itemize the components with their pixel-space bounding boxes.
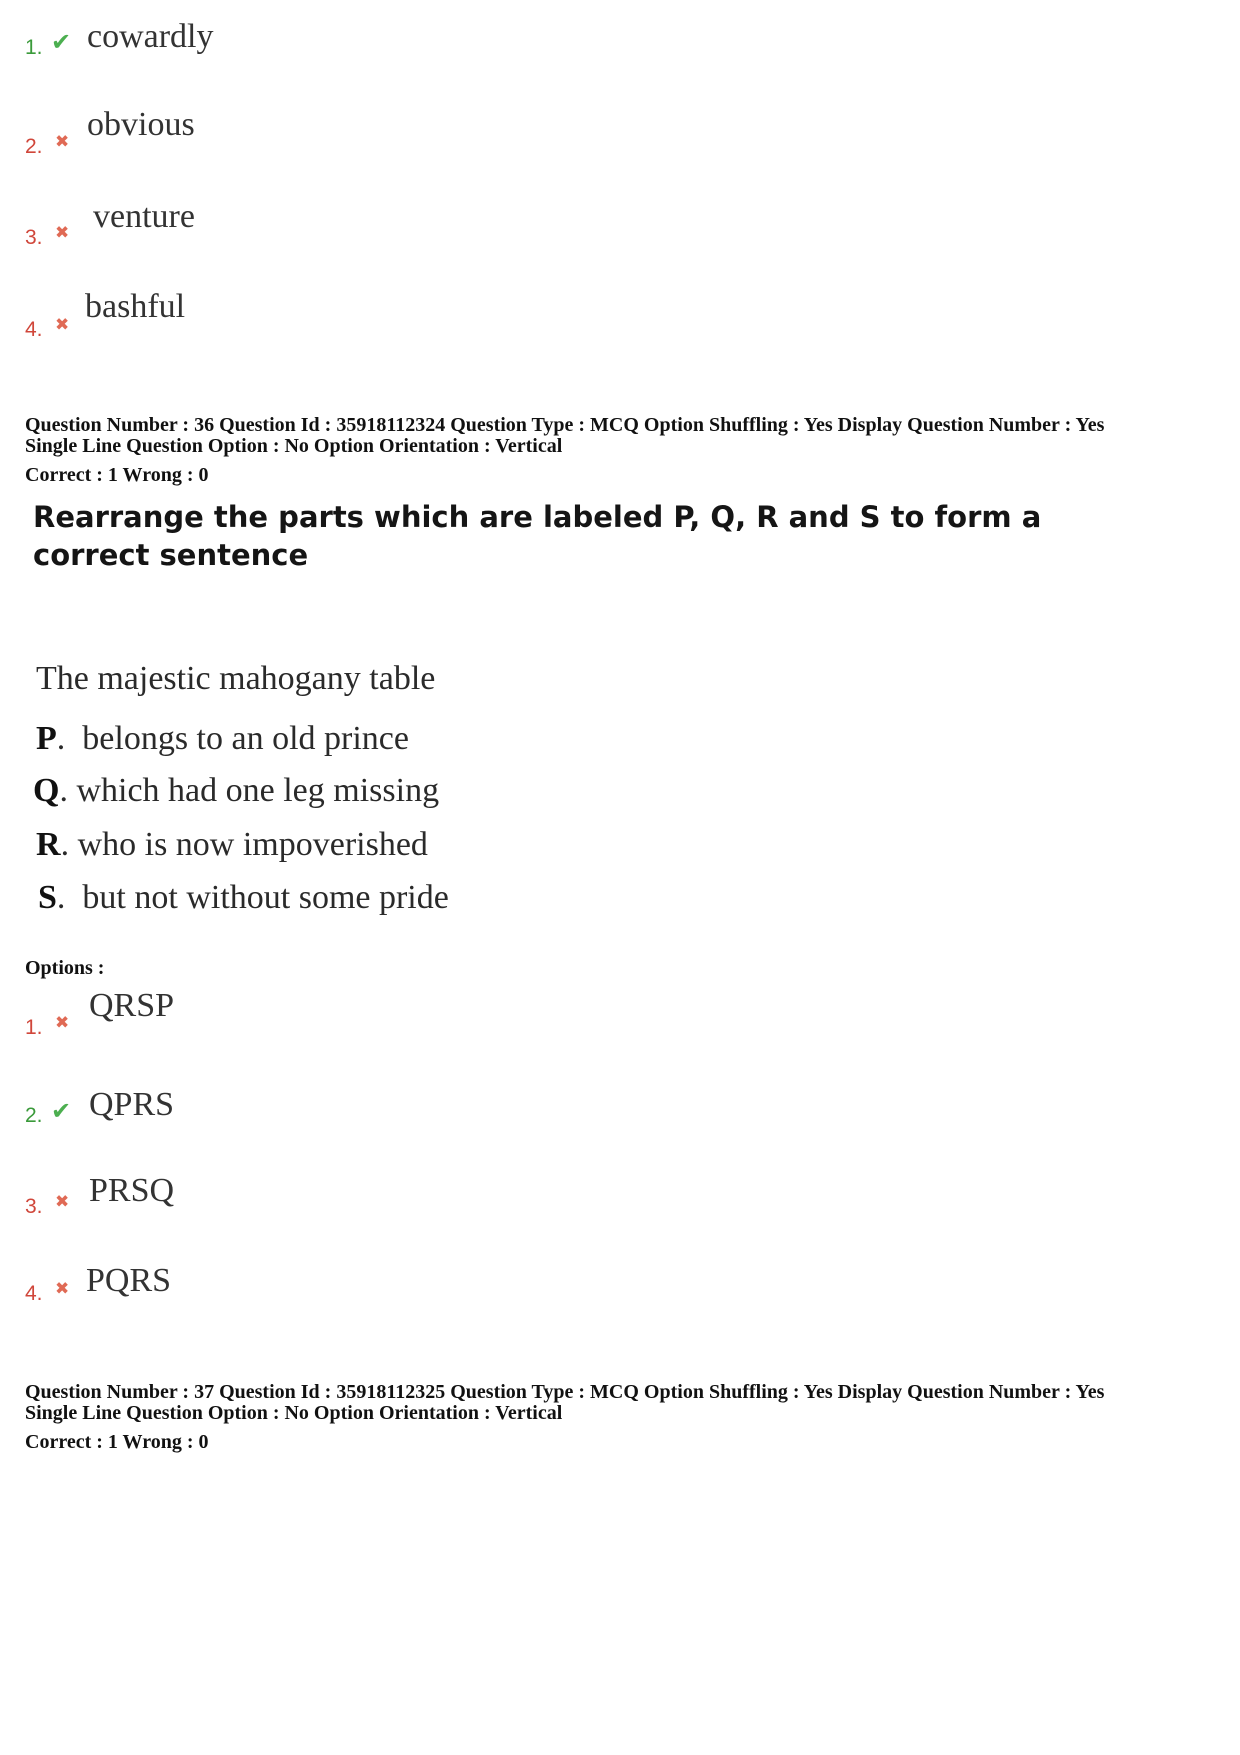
option-number: 4.: [25, 318, 43, 341]
cross-icon: ✖: [55, 315, 70, 335]
cross-icon: ✖: [55, 1013, 70, 1033]
check-icon: ✔: [51, 1097, 72, 1125]
part-text: which had one leg missing: [76, 772, 440, 809]
option-number: 2.: [25, 1104, 43, 1127]
part-label: S: [38, 879, 57, 916]
part-text: who is now impoverished: [77, 826, 428, 863]
option-number: 3.: [25, 1195, 43, 1218]
option-text: bashful: [85, 288, 186, 325]
meta-line: Correct : 1 Wrong : 0: [25, 1431, 209, 1453]
options-label: Options :: [25, 957, 105, 979]
cross-icon: ✖: [55, 1279, 70, 1299]
option-text: QPRS: [89, 1086, 175, 1123]
option-number: 3.: [25, 226, 43, 249]
option-number: 4.: [25, 1282, 43, 1305]
part-s: S. but not without some pride: [38, 879, 449, 916]
meta-line: Single Line Question Option : No Option Orientation : Vertical: [25, 435, 563, 457]
part-r: R. who is now impoverished: [36, 826, 428, 863]
option-number: 1.: [25, 36, 43, 59]
option-text: PQRS: [86, 1262, 172, 1299]
option-number: 2.: [25, 135, 43, 158]
part-label: Q: [33, 772, 60, 809]
meta-line: Correct : 1 Wrong : 0: [25, 464, 209, 486]
meta-line: Single Line Question Option : No Option Orientation : Vertical: [25, 1402, 563, 1424]
option-number: 1.: [25, 1016, 43, 1039]
option-text: cowardly: [87, 18, 214, 55]
option-text: obvious: [87, 106, 195, 143]
part-text: belongs to an old prince: [82, 720, 409, 757]
cross-icon: ✖: [55, 132, 70, 152]
part-label: R: [36, 826, 61, 863]
question-stem: The majestic mahogany table: [36, 660, 436, 697]
question-heading: Rearrange the parts which are labeled P, Q, R and S to form a correct sentence: [33, 500, 1042, 572]
option-text: PRSQ: [89, 1172, 175, 1209]
part-p: P. belongs to an old prince: [36, 720, 409, 757]
cross-icon: ✖: [55, 1192, 70, 1212]
part-text: but not without some pride: [82, 879, 449, 916]
meta-line: Question Number : 36 Question Id : 35918112324 Question Type : MCQ Option Shuffling : Yes Display Question Number : Yes: [25, 414, 1105, 436]
part-q: Q. which had one leg missing: [33, 772, 440, 809]
option-text: QRSP: [89, 987, 175, 1024]
cross-icon: ✖: [55, 223, 70, 243]
part-label: P: [36, 720, 57, 757]
option-text: venture: [93, 198, 195, 235]
check-icon: ✔: [51, 28, 72, 56]
meta-line: Question Number : 37 Question Id : 35918112325 Question Type : MCQ Option Shuffling : Yes Display Question Number : Yes: [25, 1381, 1105, 1403]
